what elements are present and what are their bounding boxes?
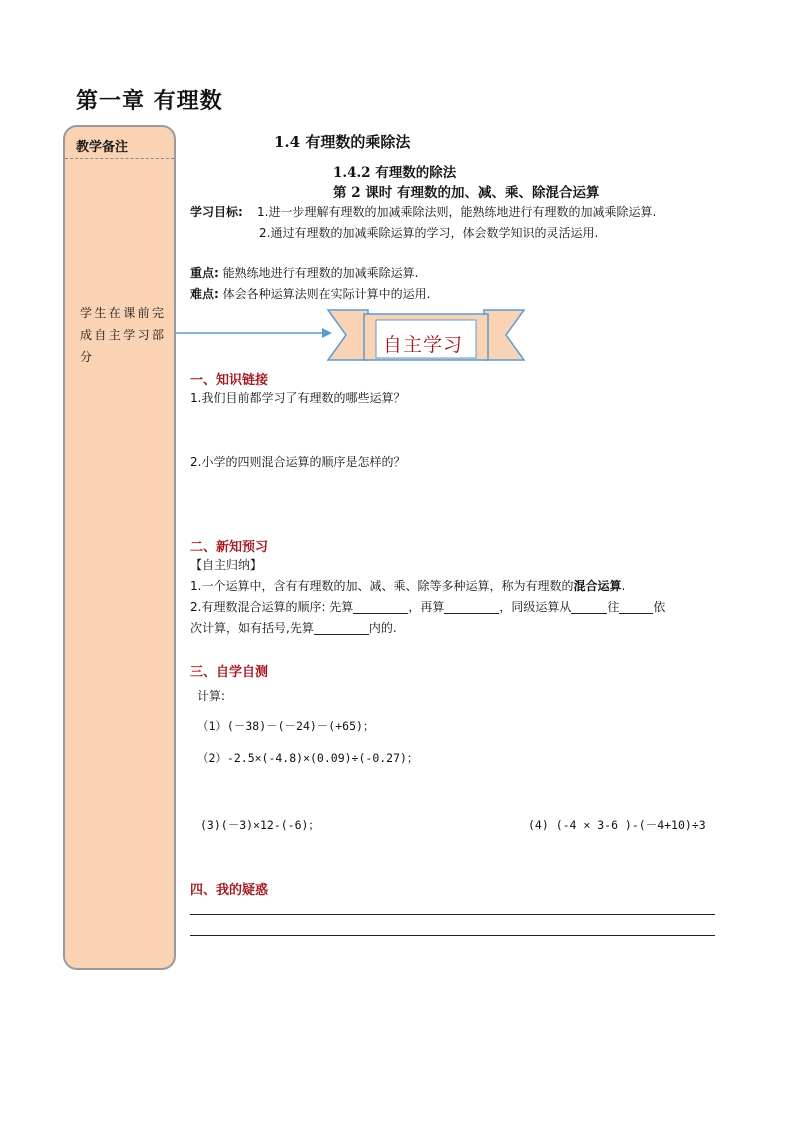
- answer-blank[interactable]: [571, 599, 607, 614]
- dashed-divider: [65, 158, 174, 159]
- sidebar-note: 学生在课前完成自主学习部分: [80, 306, 166, 364]
- key-point: 重点: 能熟练地进行有理数的加减乘除运算.: [190, 266, 419, 280]
- teaching-notes-title: 教学备注: [76, 140, 129, 155]
- learning-goal-1: 1.进一步理解有理数的加减乘除法则，能熟练地进行有理数的加减乘除运算.: [257, 205, 657, 219]
- subsection-title: 1.4.2 有理数的除法: [333, 165, 457, 181]
- problem-2: （2）-2.5×(-4.8)×(0.09)÷(-0.27)；: [197, 751, 419, 765]
- knowledge-link-heading: 一、知识链接: [190, 373, 269, 388]
- chapter-title: 第一章 有理数: [76, 89, 223, 114]
- summary-bracket: 【自主归纳】: [190, 558, 263, 572]
- problem-4: (4) (-4 × 3-6 )-(－4+10)÷3: [528, 818, 706, 832]
- calc-prompt: 计算:: [197, 689, 226, 703]
- writing-line[interactable]: [190, 935, 715, 936]
- section-title: 1.4 有理数的乘除法: [274, 133, 411, 151]
- learning-goal-2: 2.通过有理数的加减乘除运算的学习，体会数学知识的灵活运用.: [259, 226, 599, 240]
- question-1: 1.我们目前都学习了有理数的哪些运算？: [190, 391, 406, 405]
- learning-goals-label: 学习目标:: [190, 205, 243, 219]
- order-line-2: 次计算，如有括号,先算 内的.: [190, 621, 397, 635]
- problem-3: (3)(－3)×12-(-6)；: [200, 818, 320, 832]
- answer-blank[interactable]: [353, 599, 408, 614]
- self-test-heading: 三、自学自测: [190, 665, 269, 680]
- teaching-notes-panel: [63, 125, 176, 970]
- answer-blank[interactable]: [444, 599, 499, 614]
- question-2: 2.小学的四则混合运算的顺序是怎样的？: [190, 455, 406, 469]
- order-line: 2.有理数混合运算的顺序: 先算 ，再算 ，同级运算从 往 依: [190, 600, 666, 614]
- difficulty-point: 难点: 体会各种运算法则在实际计算中的运用.: [190, 287, 431, 301]
- problem-1: （1）(－38)－(－24)－(+65)；: [197, 719, 375, 733]
- banner-text: 自主学习: [383, 334, 464, 356]
- arrow-right-icon: [176, 322, 336, 344]
- answer-blank[interactable]: [619, 599, 653, 614]
- answer-blank[interactable]: [314, 620, 369, 635]
- lesson-title: 第 2 课时 有理数的加、减、乘、除混合运算: [333, 185, 600, 201]
- preview-heading: 二、新知预习: [190, 540, 269, 555]
- writing-line[interactable]: [190, 914, 715, 915]
- questions-heading: 四、我的疑惑: [190, 883, 269, 898]
- definition-line: 1.一个运算中，含有有理数的加、减、乘、除等多种运算，称为有理数的混合运算.: [190, 579, 626, 593]
